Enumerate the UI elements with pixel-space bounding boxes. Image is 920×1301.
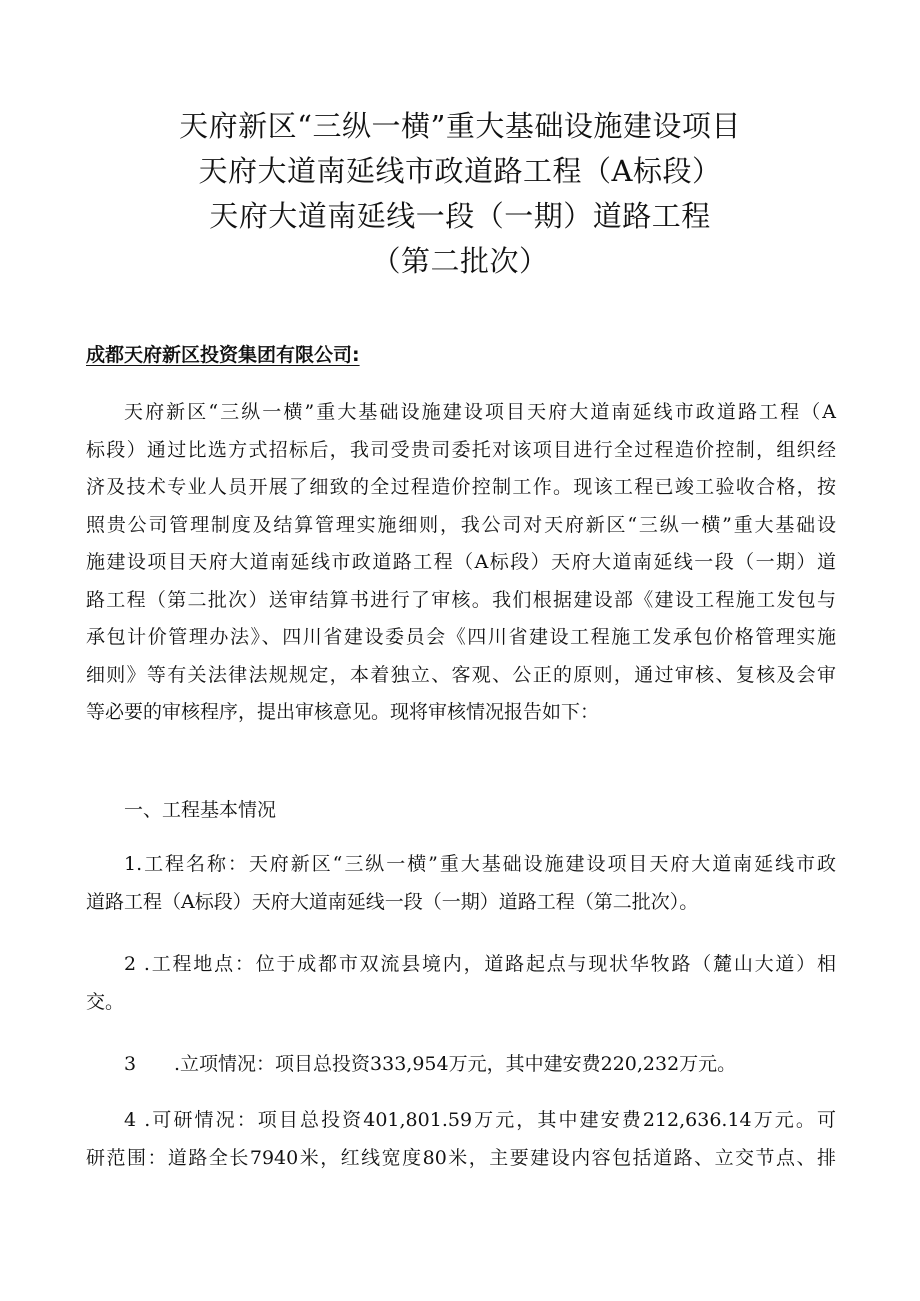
intro-line: 承包计价管理办法》、四川省建设委员会《四川省建设工程施工发承包价格管理实施	[86, 626, 836, 648]
intro-paragraph	[86, 394, 836, 732]
intro-line: 标段）通过比选方式招标后，我司受贵司委托对该项目进行全过程造价控制，组织经	[86, 438, 836, 461]
addressee: 成都天府新区投资集团有限公司:	[86, 344, 360, 366]
title-line-1: 天府新区“三纵一横”重大基础设施建设项目	[179, 109, 741, 143]
document-title	[0, 104, 920, 284]
intro-line: 施建设项目天府大道南延线市政道路工程（A标段）天府大道南延线一段（一期）道	[86, 551, 836, 573]
item-project-name	[86, 846, 836, 921]
section-heading: 一、工程基本情况	[124, 799, 277, 821]
intro-line: 等必要的审核程序，提出审核意见。现将审核情况报告如下：	[86, 701, 600, 723]
item-line: 研范围：道路全长7940米，红线宽度80米，主要建设内容包括道路、立交节点、排	[86, 1146, 836, 1169]
intro-line: 天府新区“三纵一横”重大基础设施建设项目天府大道南延线市政道路工程（A	[124, 401, 836, 423]
item-project-approval	[86, 1046, 874, 1084]
item-project-location	[86, 946, 836, 1021]
intro-line: 济及技术专业人员开展了细致的全过程造价控制工作。现该工程已竣工验收合格，按	[86, 476, 836, 498]
item-line: 交。	[86, 990, 125, 1013]
item-line: 4 .可研情况：项目总投资401,801.59万元，其中建安费212,636.14万元。可	[124, 1109, 836, 1131]
intro-line: 路工程（第二批次）送审结算书进行了审核。我们根据建设部《建设工程施工发包与	[86, 588, 836, 611]
title-line-2: 天府大道南延线市政道路工程（A标段）	[198, 154, 722, 188]
item-number: 3	[124, 1053, 137, 1075]
intro-line: 细则》等有关法律法规规定，本着独立、客观、公正的原则，通过审核、复核及会审	[86, 663, 836, 686]
title-line-3: 天府大道南延线一段（一期）道路工程	[209, 199, 711, 233]
item-text: .立项情况：项目总投资333,954万元，其中建安费220,232万元。	[174, 1053, 737, 1075]
item-line: 2 .工程地点：位于成都市双流县境内，道路起点与现状华牧路（麓山大道）相	[124, 953, 836, 975]
item-feasibility	[86, 1102, 836, 1177]
title-line-4: （第二批次）	[371, 244, 549, 278]
intro-line: 照贵公司管理制度及结算管理实施细则，我公司对天府新区“三纵一横”重大基础设	[86, 513, 836, 536]
item-line: 1.工程名称：天府新区“三纵一横”重大基础设施建设项目天府大道南延线市政	[124, 853, 836, 875]
item-line: 道路工程（A标段）天府大道南延线一段（一期）道路工程（第二批次）。	[86, 890, 699, 913]
